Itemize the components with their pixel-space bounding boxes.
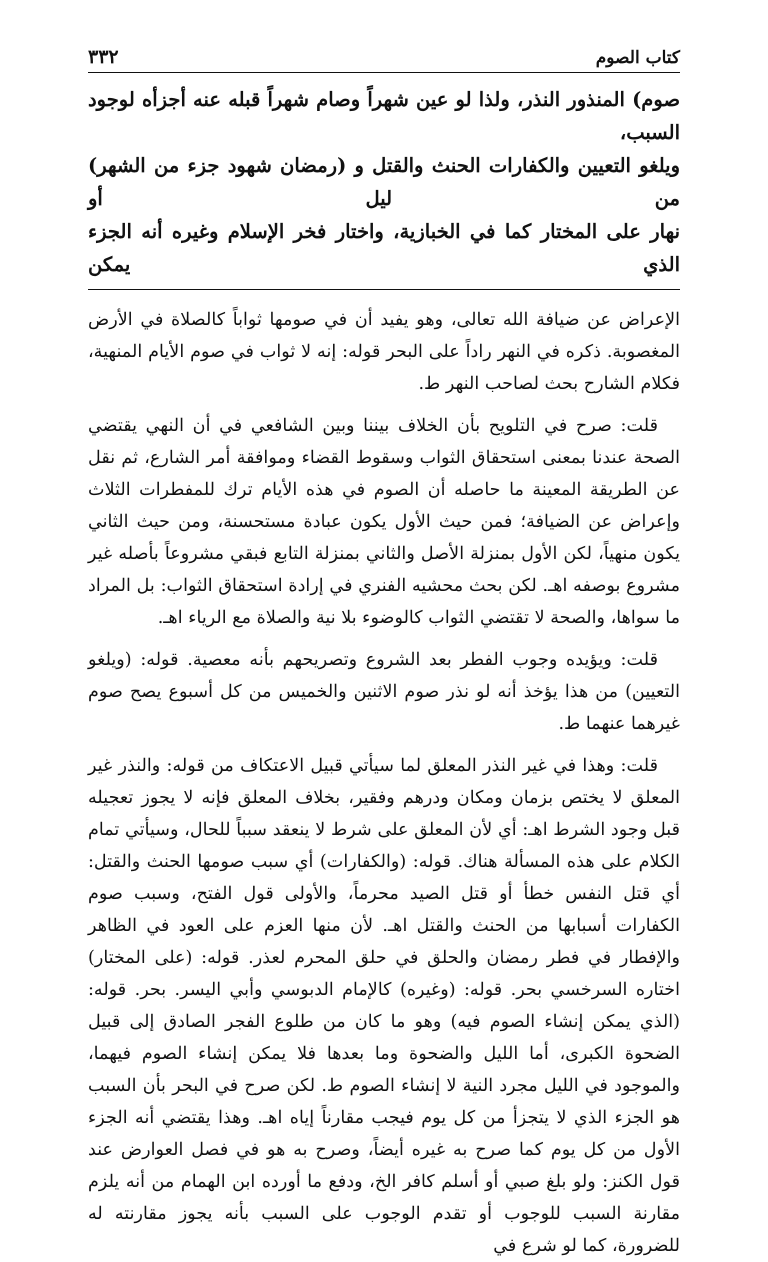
section-divider <box>88 289 680 290</box>
commentary-text <box>88 304 680 1262</box>
matn-line-1: صوم) المنذور النذر، ولذا لو عين شهراً وصام شهراً قبله عنه أجزأه لوجود السبب، <box>88 88 680 144</box>
commentary-paragraph-4: قلت: وهذا في غير النذر المعلق لما سيأتي قبيل الاعتكاف من قوله: والنذر غير المعلق لا يختص بزمان ومكان ودرهم وفقير، بخلاف المعلق فإنه لا يجوز تعجيله قبل وجود الشرط اهـ: أي لأن المعلق على شرط لا ينعقد سبباً للحال، وسيأتي تمام الكلام على هذه المسألة هناك. قوله: (والكفارات) أي سبب صومها الحنث والقتل: أي قتل النفس خطأ أو قتل الصيد محرماً، والأولى قول الفتح، وسبب صوم الكفارات أسبابها من الحنث والقتل اهـ. لأن منها العزم على العود في الظاهر والإفطار في فطر رمضان والحلق في حلق المحرم لعذر. قوله: (على المختار) اختاره السرخسي بحر. قوله: (وغيره) كالإمام الدبوسي وأبي اليسر. بحر. قوله: (الذي يمكن إنشاء الصوم فيه) وهو ما كان من طلوع الفجر الصادق إلى قبيل الضحوة الكبرى، أما الليل والضحوة وما بعدها فلا يمكن إنشاء الصوم فيهما، والموجود في الليل مجرد النية لا إنشاء الصوم ط. لكن صرح في البحر بأن السبب هو الجزء الذي لا يتجزأ من كل يوم فيجب مقارناً إياه اهـ. وهذا يقتضي أنه الجزء الأول من كل يوم كما صرح به غيره أيضاً، وصرح به هو في فصل العوارض عند قول الكنز: ولو بلغ صبي أو أسلم كافر الخ، ودفع ما أورده ابن الهمام من أنه يلزم مقارنة السبب للوجوب أو تقدم الوجوب على السبب بأنه يجوز مقارنته له للضرورة، كما لو شرع في <box>88 756 681 1256</box>
book-title: كتاب الصوم <box>595 48 680 68</box>
commentary-paragraph-3: قلت: ويؤيده وجوب الفطر بعد الشروع وتصريحهم بأنه معصية. قوله: (ويلغو التعيين) من هذا يؤخذ أنه لو نذر صوم الاثنين والخميس من كل أسبوع يصح صوم غيرهما عنهما ط. <box>88 650 680 734</box>
commentary-paragraph-1: الإعراض عن ضيافة الله تعالى، وهو يفيد أن في صومها ثواباً كالصلاة في الأرض المغصوبة. ذكره في النهر راداً على البحر قوله: إنه لا ثواب في صوم الأيام المنهية، فكلام الشارح بحث لصاحب النهر ط. <box>88 310 680 394</box>
matn-line-3: نهار على المختار كما في الخبازية، واختار فخر الإسلام وغيره أنه الجزء الذي يمكن <box>88 220 680 276</box>
matn-line-2: ويلغو التعيين والكفارات الحنث والقتل و (رمضان شهود جزء من الشهر) من ليل أو <box>88 154 680 210</box>
commentary-paragraph-2: قلت: صرح في التلويح بأن الخلاف بيننا وبين الشافعي في أن النهي يقتضي الصحة عندنا بمعنى استحقاق الثواب وسقوط القضاء وموافقة أمر الشارع، ثم نقل عن الطريقة المعينة ما حاصله أن الصوم في هذه الأيام ترك للمفطرات الثلاث وإعراض عن الضيافة؛ فمن حيث الأول يكون عبادة مستحسنة، ومن حيث الثاني يكون منهياً، لكن الأول بمنزلة الأصل والثاني بمنزلة التابع فبقي مشروعاً بأصله غير مشروع بوصفه اهـ. لكن بحث محشيه الفنري في إرادة استحقاق الثواب: بل المراد ما سواها، والصحة لا تقتضي الثواب كالوضوء بلا نية والصلاة مع الرياء اهـ. <box>88 416 680 628</box>
matn-text <box>88 83 680 281</box>
page-number: ٣٣٢ <box>88 46 119 68</box>
running-header <box>88 46 680 73</box>
